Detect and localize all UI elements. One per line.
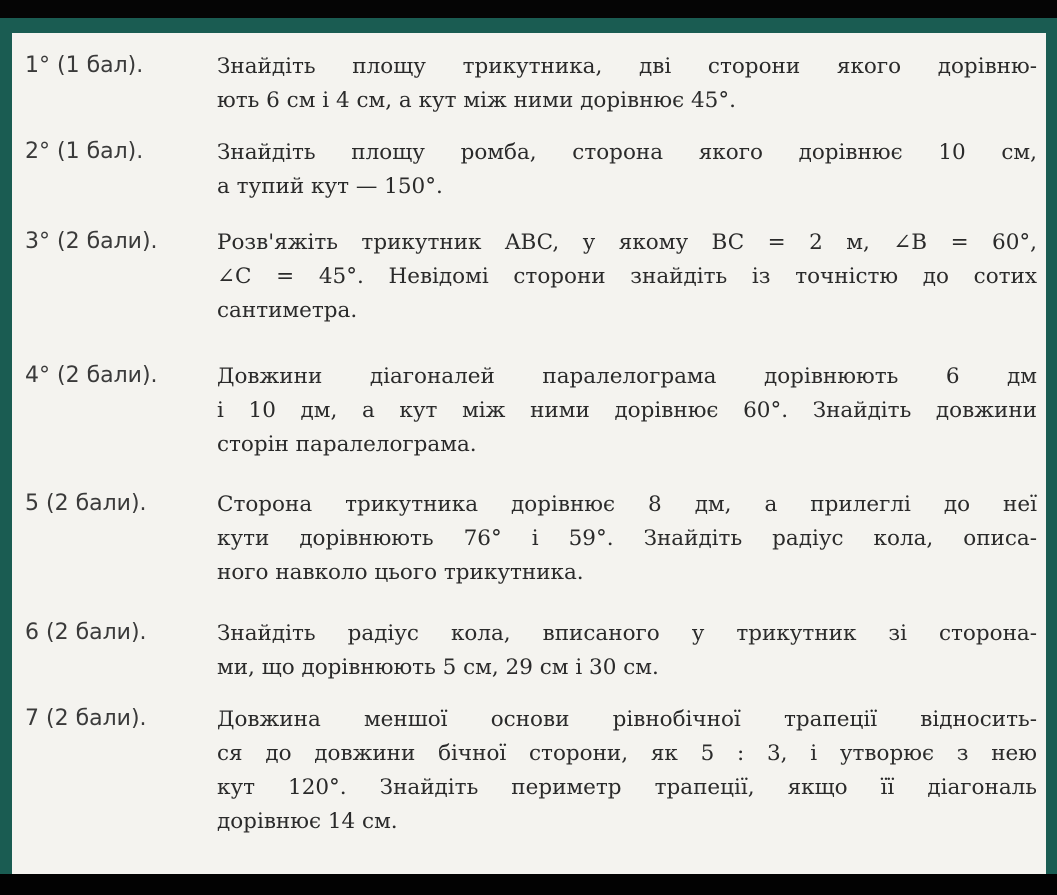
problem-7-line: дорівнює 14 см. xyxy=(217,809,398,834)
problem-4-text xyxy=(217,360,1037,462)
problem-4-line: сторін паралелограма. xyxy=(217,432,477,457)
problem-6-text xyxy=(217,617,1037,685)
problem-6-line: Знайдіть радіус кола, вписаного у трикутник зі сторона- xyxy=(217,621,1037,646)
problem-1-text xyxy=(217,50,1037,118)
problem-5-line: ного навколо цього трикутника. xyxy=(217,560,584,585)
problem-4-line: і 10 дм, а кут між ними дорівнює 60°. Знайдіть довжини xyxy=(217,398,1037,423)
problem-4-line: Довжини діагоналей паралелограма дорівнюють 6 дм xyxy=(217,364,1037,389)
problem-1-label: 1° (1 бал). xyxy=(25,53,144,78)
problem-4-label: 4° (2 бали). xyxy=(25,363,158,388)
problem-6-line: ми, що дорівнюють 5 см, 29 см і 30 см. xyxy=(217,655,659,680)
problem-7-line: ся до довжини бічної сторони, як 5 : 3, і утворює з нею xyxy=(217,741,1037,766)
bottom-dark-bar xyxy=(0,874,1057,895)
textbook-page xyxy=(12,33,1046,874)
problem-2-text xyxy=(217,136,1037,204)
problem-7-line: кут 120°. Знайдіть периметр трапеції, якщо її діагональ xyxy=(217,775,1037,800)
problem-3-line: ∠C = 45°. Невідомі сторони знайдіть із точністю до сотих xyxy=(217,264,1037,289)
problem-5-text xyxy=(217,488,1037,590)
problem-3-text xyxy=(217,226,1037,328)
problem-2-line: Знайдіть площу ромба, сторона якого дорівнює 10 см, xyxy=(217,140,1037,165)
problem-5-label: 5 (2 бали). xyxy=(25,491,147,516)
problem-2-line: а тупий кут — 150°. xyxy=(217,174,443,199)
problem-5-line: кути дорівнюють 76° і 59°. Знайдіть радіус кола, описа- xyxy=(217,526,1037,551)
problem-3-line: сантиметра. xyxy=(217,298,358,323)
problem-1-line: Знайдіть площу трикутника, дві сторони якого дорівню- xyxy=(217,54,1037,79)
problem-2-label: 2° (1 бал). xyxy=(25,139,144,164)
problem-7-text xyxy=(217,703,1037,839)
problem-7-label: 7 (2 бали). xyxy=(25,706,147,731)
problem-7-line: Довжина меншої основи рівнобічної трапеції відносить- xyxy=(217,707,1037,732)
problem-5-line: Сторона трикутника дорівнює 8 дм, а прилеглі до неї xyxy=(217,492,1037,517)
background-strip-top xyxy=(0,18,1057,34)
problem-1-line: ють 6 см і 4 см, а кут між ними дорівнює 45°. xyxy=(217,88,736,113)
problem-6-label: 6 (2 бали). xyxy=(25,620,147,645)
problem-3-label: 3° (2 бали). xyxy=(25,229,158,254)
background-strip-right xyxy=(1045,18,1057,878)
problem-3-line: Розв'яжіть трикутник ABC, у якому BC = 2 м, ∠B = 60°, xyxy=(217,230,1037,255)
